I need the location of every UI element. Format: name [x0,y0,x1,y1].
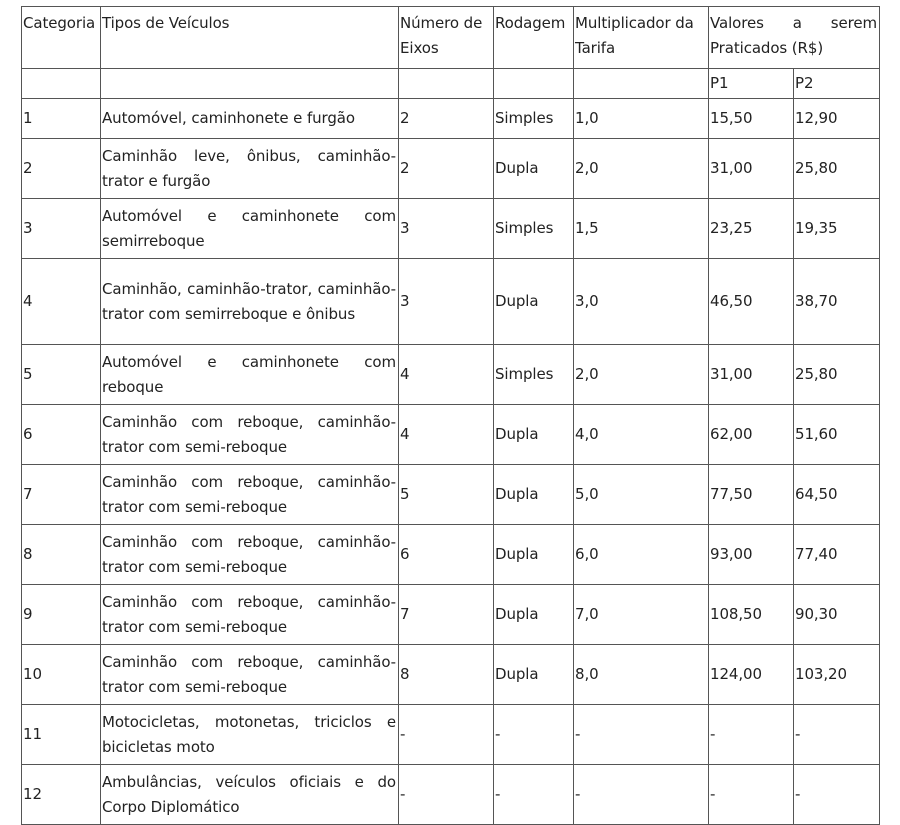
tarifa-table-container [21,6,880,825]
table-row [22,705,880,765]
cell-valor-p2: - [794,705,880,765]
subheader-row [22,69,880,99]
cell-valor-p1: 15,50 [709,99,794,139]
subheader-empty-cell [101,69,399,99]
cell-tipo-veiculo: Caminhão, caminhão-trator, caminhão-trator com semirreboque e ônibus [101,259,399,345]
cell-multiplicador: 1,0 [574,99,709,139]
table-row [22,465,880,525]
cell-multiplicador: 6,0 [574,525,709,585]
cell-rodagem: Dupla [494,405,574,465]
cell-valor-p2: 103,20 [794,645,880,705]
tarifa-table [21,6,880,825]
cell-rodagem: Dupla [494,139,574,199]
cell-categoria: 3 [22,199,101,259]
header-categoria: Categoria [22,7,101,69]
cell-valor-p2: 19,35 [794,199,880,259]
cell-numero-eixos: - [399,765,494,825]
cell-valor-p1: 23,25 [709,199,794,259]
cell-categoria: 10 [22,645,101,705]
table-row [22,585,880,645]
cell-rodagem: Dupla [494,465,574,525]
cell-tipo-veiculo: Automóvel, caminhonete e furgão [101,99,399,139]
table-row [22,199,880,259]
cell-multiplicador: 7,0 [574,585,709,645]
cell-valor-p1: - [709,765,794,825]
cell-valor-p2: 12,90 [794,99,880,139]
cell-categoria: 5 [22,345,101,405]
cell-tipo-veiculo: Caminhão com reboque, caminhão-trator com semi-reboque [101,405,399,465]
cell-valor-p2: 38,70 [794,259,880,345]
cell-valor-p2: - [794,765,880,825]
cell-multiplicador: - [574,705,709,765]
cell-categoria: 11 [22,705,101,765]
cell-multiplicador: 5,0 [574,465,709,525]
cell-valor-p2: 90,30 [794,585,880,645]
table-row [22,525,880,585]
cell-tipo-veiculo: Caminhão com reboque, caminhão-trator com semi-reboque [101,525,399,585]
cell-tipo-veiculo: Caminhão com reboque, caminhão-trator com semi-reboque [101,465,399,525]
table-row [22,139,880,199]
cell-categoria: 12 [22,765,101,825]
cell-numero-eixos: 5 [399,465,494,525]
cell-numero-eixos: 6 [399,525,494,585]
cell-tipo-veiculo: Caminhão com reboque, caminhão-trator com semi-reboque [101,645,399,705]
cell-rodagem: Dupla [494,259,574,345]
cell-multiplicador: 2,0 [574,345,709,405]
cell-numero-eixos: 2 [399,139,494,199]
cell-numero-eixos: 3 [399,259,494,345]
cell-valor-p2: 25,80 [794,345,880,405]
table-row [22,259,880,345]
cell-valor-p2: 51,60 [794,405,880,465]
header-multiplicador: Multiplicador da Tarifa [574,7,709,69]
table-row [22,765,880,825]
cell-numero-eixos: - [399,705,494,765]
table-row [22,99,880,139]
cell-valor-p1: 124,00 [709,645,794,705]
cell-tipo-veiculo: Motocicletas, motonetas, triciclos e bicicletas moto [101,705,399,765]
cell-categoria: 8 [22,525,101,585]
cell-tipo-veiculo: Caminhão leve, ônibus, caminhão-trator e furgão [101,139,399,199]
cell-valor-p2: 77,40 [794,525,880,585]
cell-categoria: 4 [22,259,101,345]
cell-rodagem: Simples [494,99,574,139]
cell-valor-p1: 93,00 [709,525,794,585]
cell-categoria: 9 [22,585,101,645]
cell-categoria: 6 [22,405,101,465]
cell-rodagem: Simples [494,199,574,259]
cell-tipo-veiculo: Ambulâncias, veículos oficiais e do Corpo Diplomático [101,765,399,825]
cell-valor-p1: 46,50 [709,259,794,345]
subheader-empty-cell [494,69,574,99]
cell-valor-p1: 31,00 [709,345,794,405]
cell-numero-eixos: 8 [399,645,494,705]
cell-numero-eixos: 7 [399,585,494,645]
cell-numero-eixos: 3 [399,199,494,259]
cell-tipo-veiculo: Automóvel e caminhonete com reboque [101,345,399,405]
cell-valor-p1: 108,50 [709,585,794,645]
header-rodagem: Rodagem [494,7,574,69]
cell-multiplicador: 8,0 [574,645,709,705]
table-row [22,645,880,705]
cell-categoria: 1 [22,99,101,139]
cell-valor-p1: 62,00 [709,405,794,465]
cell-multiplicador: 4,0 [574,405,709,465]
header-row [22,7,880,69]
cell-valor-p1: 77,50 [709,465,794,525]
cell-rodagem: Dupla [494,585,574,645]
table-row [22,345,880,405]
cell-numero-eixos: 2 [399,99,494,139]
subheader-empty-cell [399,69,494,99]
cell-rodagem: Dupla [494,645,574,705]
cell-rodagem: - [494,765,574,825]
subheader-empty-cell [22,69,101,99]
cell-valor-p1: 31,00 [709,139,794,199]
cell-multiplicador: - [574,765,709,825]
cell-numero-eixos: 4 [399,345,494,405]
cell-rodagem: - [494,705,574,765]
header-tipos: Tipos de Veículos [101,7,399,69]
cell-categoria: 7 [22,465,101,525]
cell-valor-p1: - [709,705,794,765]
header-p1: P1 [709,69,794,99]
cell-rodagem: Simples [494,345,574,405]
cell-valor-p2: 25,80 [794,139,880,199]
cell-multiplicador: 1,5 [574,199,709,259]
cell-rodagem: Dupla [494,525,574,585]
cell-multiplicador: 3,0 [574,259,709,345]
header-valores: Valores a serem Praticados (R$) [709,7,880,69]
cell-tipo-veiculo: Automóvel e caminhonete com semirreboque [101,199,399,259]
cell-categoria: 2 [22,139,101,199]
cell-numero-eixos: 4 [399,405,494,465]
header-eixos: Número de Eixos [399,7,494,69]
cell-tipo-veiculo: Caminhão com reboque, caminhão-trator com semi-reboque [101,585,399,645]
subheader-empty-cell [574,69,709,99]
table-row [22,405,880,465]
cell-multiplicador: 2,0 [574,139,709,199]
cell-valor-p2: 64,50 [794,465,880,525]
header-p2: P2 [794,69,880,99]
